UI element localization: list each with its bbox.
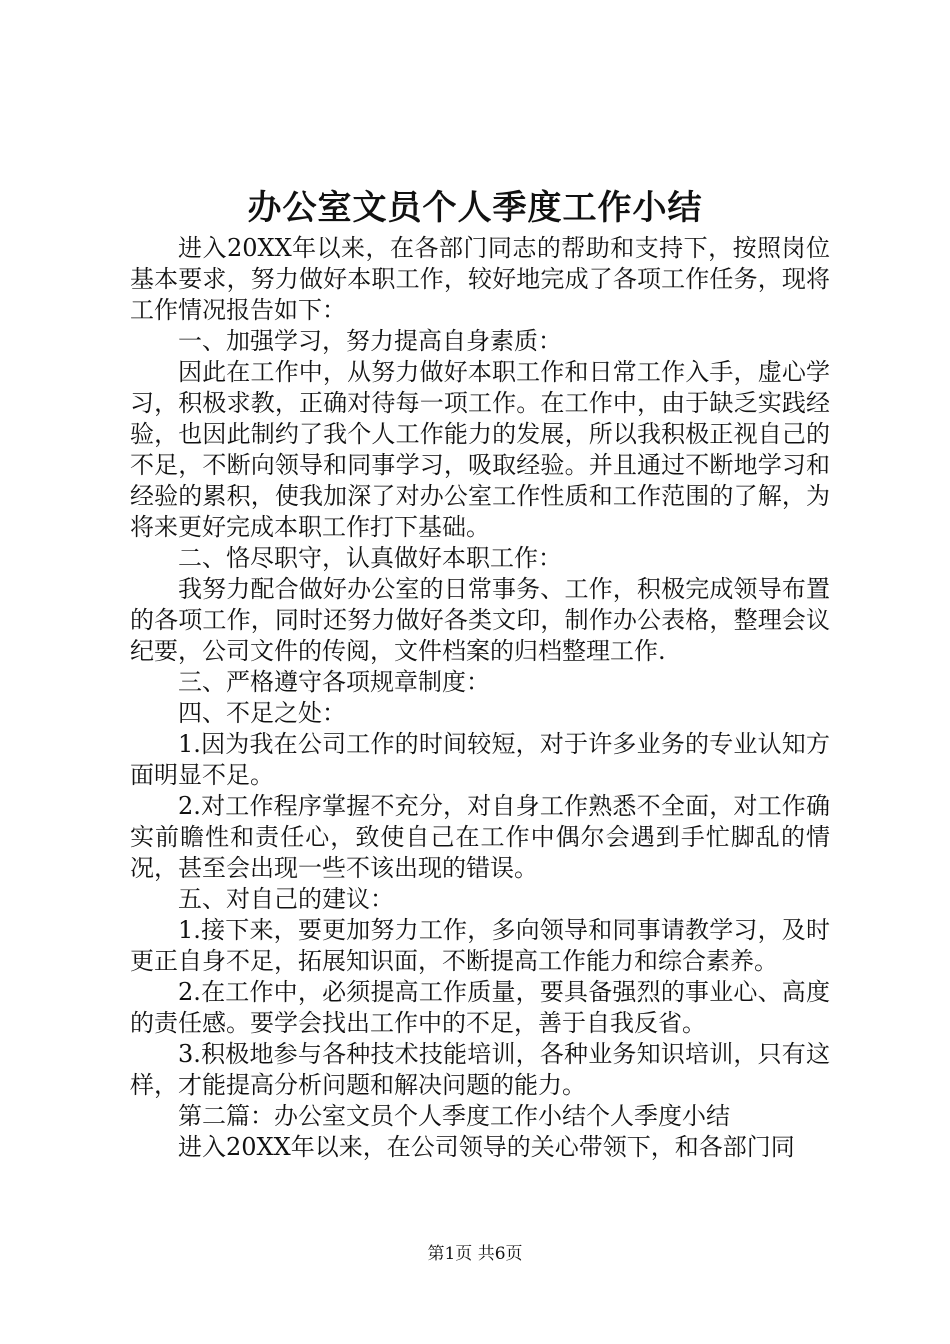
section-heading-2: 二、恪尽职守，认真做好本职工作： — [178, 544, 562, 572]
section-heading-1: 一、加强学习，努力提高自身素质： — [178, 327, 562, 355]
second-article-heading: 第二篇：办公室文员个人季度工作小结个人季度小结 — [178, 1102, 730, 1130]
section-4-item-2: 2.对工作程序掌握不充分，对自身工作熟悉不全面，对工作确实前瞻性和责任心，致使自己在工作中偶尔会遇到手忙脚乱的情况，甚至会出现一些不该出现的错误。 — [130, 792, 830, 882]
section-5-item-3: 3.积极地参与各种技术技能培训，各种业务知识培训，只有这样，才能提高分析问题和解决问题的能力。 — [130, 1040, 830, 1099]
section-5-item-2: 2.在工作中，必须提高工作质量，要具备强烈的事业心、高度的责任感。要学会找出工作中的不足，善于自我反省。 — [130, 978, 830, 1037]
intro-paragraph: 进入20XX年以来，在各部门同志的帮助和支持下，按照岗位基本要求，努力做好本职工作，较好地完成了各项工作任务，现将工作情况报告如下： — [130, 234, 830, 324]
section-heading-5: 五、对自己的建议： — [178, 885, 394, 913]
section-5-item-1: 1.接下来，要更加努力工作，多向领导和同事请教学习，及时更正自身不足，拓展知识面，不断提高工作能力和综合素养。 — [130, 916, 830, 975]
section-heading-3: 三、严格遵守各项规章制度： — [178, 668, 490, 696]
section-1-paragraph: 因此在工作中，从努力做好本职工作和日常工作入手，虚心学习，积极求教，正确对待每一项工作。在工作中，由于缺乏实践经验，也因此制约了我个人工作能力的发展，所以我积极正视自己的不足，不断向领导和同事学习，吸取经验。并且通过不断地学习和经验的累积，使我加深了对办公室工作性质和工作范围的了解，为将来更好完成本职工作打下基础。 — [130, 358, 830, 541]
section-2-paragraph: 我努力配合做好办公室的日常事务、工作，积极完成领导布置的各项工作，同时还努力做好各类文印，制作办公表格，整理会议纪要，公司文件的传阅，文件档案的归档整理工作. — [130, 575, 830, 665]
page-footer: 第1页 共6页 — [427, 1244, 523, 1264]
document-body — [130, 233, 830, 1163]
section-4-item-1: 1.因为我在公司工作的时间较短，对于许多业务的专业认知方面明显不足。 — [130, 730, 830, 789]
section-heading-4: 四、不足之处： — [178, 699, 346, 727]
document-title: 办公室文员个人季度工作小结 — [247, 188, 703, 228]
second-article-paragraph: 进入20XX年以来，在公司领导的关心带领下，和各部门同 — [178, 1133, 795, 1161]
